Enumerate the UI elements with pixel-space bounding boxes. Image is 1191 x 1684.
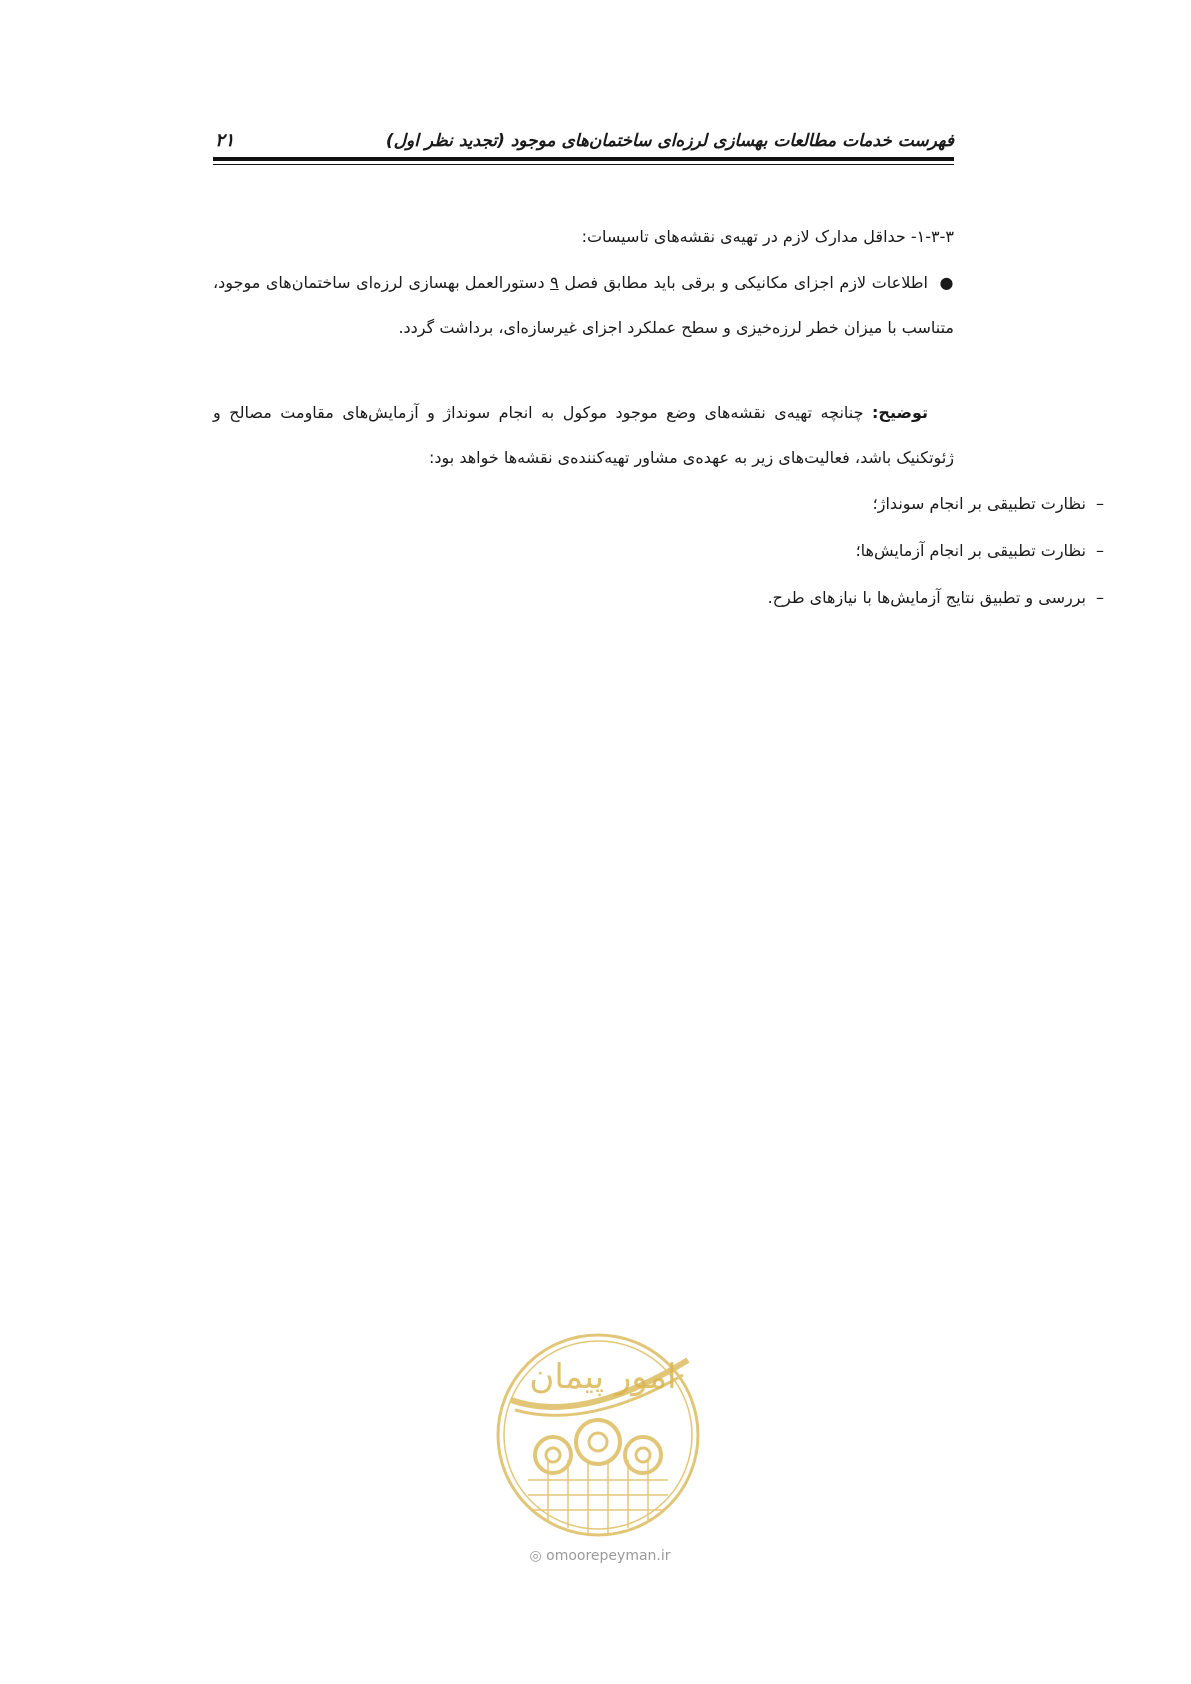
dash-symbol: – [1096,541,1104,560]
list-item [768,480,1104,527]
watermark-logo-text: امور پیمان [529,1357,677,1397]
bullet-text-after: دستورالعمل بهسازی لرزه‌ای ساختمان‌های موجود، متناسب با میزان خطر لرزه‌خیزی و سطح عملکرد اجزای غیرسازه‌ای، برداشت گردد. [213,273,954,337]
note-paragraph [213,390,954,480]
bullet-paragraph [213,260,954,350]
watermark-url-text: omoorepeyman.ir [546,1548,671,1564]
bullet-symbol: ● [939,273,954,292]
dash-symbol: – [1096,494,1104,513]
chapter-reference: ۹ [550,273,559,292]
page-number: ۲۱ [215,130,235,151]
note-text: چنانچه تهیه‌ی نقشه‌های وضع موجود موکول به انجام سونداژ و آزمایش‌های مقاومت مصالح و ژئوتکنیک باشد، فعالیت‌های زیر به عهده‌ی مشاور تهیه‌کننده‌ی نقشه‌ها خواهد بود: [213,403,954,467]
watermark-logo [493,1330,703,1540]
globe-icon: ◎ [529,1548,542,1564]
section-heading: ۱-۳-۳- حداقل مدارک لازم در تهیه‌ی نقشه‌های تاسیسات: [581,227,954,246]
task-text: نظارت تطبیقی بر انجام آزمایش‌ها؛ [855,541,1086,560]
watermark-url [500,1548,700,1564]
task-text: بررسی و تطبیق نتایج آزمایش‌ها با نیازهای طرح. [767,588,1086,607]
header-title: فهرست خدمات مطالعات بهسازی لرزه‌ای ساختمان‌های موجود (تجدید نظر اول) [385,131,954,151]
bullet-text-before: اطلاعات لازم اجزای مکانیکی و برقی باید مطابق فصل [564,273,928,292]
note-label: توضیح: [872,403,928,422]
task-text: نظارت تطبیقی بر انجام سونداژ؛ [872,494,1086,513]
dash-symbol: – [1096,588,1104,607]
list-item [768,574,1104,621]
watermark-seal-icon [493,1330,703,1540]
task-list [768,480,1104,621]
page-header [213,126,954,170]
header-rule-thick [213,157,954,161]
header-rule-thin [213,164,954,165]
list-item [768,527,1104,574]
